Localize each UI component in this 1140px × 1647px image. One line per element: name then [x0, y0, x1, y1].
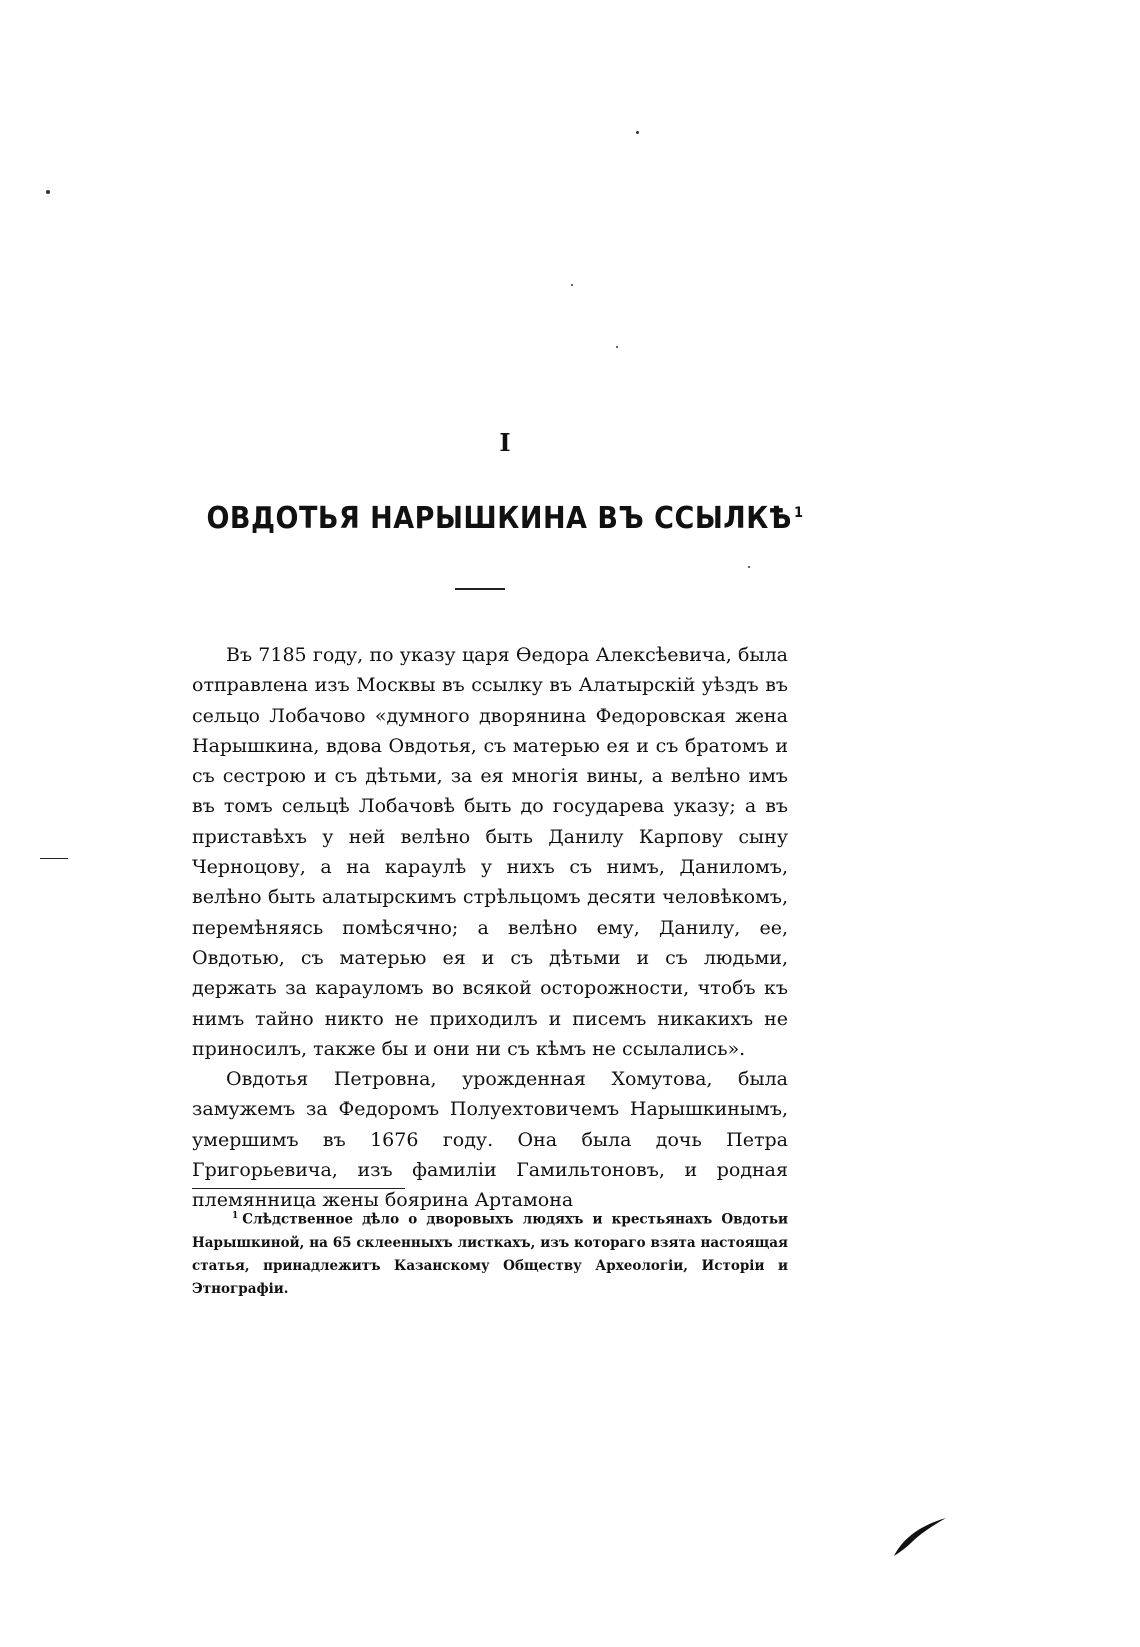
chapter-title-text: ОВДОТЬЯ НАРЫШКИНА ВЪ ССЫЛКѢ: [206, 501, 792, 536]
footnote-mark: 1: [232, 1211, 239, 1221]
print-speck: [571, 284, 573, 286]
print-speck: [46, 190, 50, 194]
footnote-reference: 1: [793, 504, 804, 522]
paragraph: Овдотья Петровна, урожденная Хомутова, была замужемъ за Федоромъ Полуехтовичемъ Нарышкинымъ, умершимъ въ 1676 году. Она была дочь Петра Григорьевича, изъ фамиліи Гамильтоновъ, и родная племянница жены боярина Артамона: [192, 1068, 788, 1212]
print-speck: [748, 566, 750, 568]
ink-flourish-icon: [892, 1510, 948, 1560]
print-speck: [616, 346, 618, 348]
margin-mark: [40, 858, 68, 859]
footnote-rule: [192, 1188, 405, 1189]
footnote: [192, 1205, 788, 1301]
footnote-text: Слѣдственное дѣло о дворовыхъ людяхъ и крестьянахъ Овдотьи Нарышкиной, на 65 склеенныхъ листкахъ, изъ котораго взята настоящая статья, принадлежитъ Казанскому Обществу Археологіи, Исторіи и Этнографіи.: [192, 1211, 788, 1297]
chapter-title: [0, 501, 1010, 536]
title-rule: [455, 588, 505, 590]
chapter-number: I: [499, 428, 511, 457]
paragraph: Въ 7185 году, по указу царя Ѳедора Алексѣевича, была отправлена изъ Москвы въ ссылку въ Алатырскій уѣздъ въ сельцо Лобачово «думного дворянина Федоровская жена Нарышкина, вдова Овдотья, съ матерью ея и съ братомъ и съ сестрою и съ дѣтьми, за ея многія вины, а велѣно имъ въ томъ сельцѣ Лобачовѣ быть до государева указу; а въ приставѣхъ у ней велѣно быть Данилу Карпову сыну Черноцову, а на караулѣ у нихъ съ нимъ, Даниломъ, велѣно быть алатырскимъ стрѣльцомъ десяти человѣкомъ, перемѣняясь помѣсячно; а велѣно ему, Данилу, ее, Овдотью, съ матерью ея и съ дѣтьми и съ людьми, держать за карауломъ во всякой осторожности, чтобъ къ нимъ тайно никто не приходилъ и писемъ никакихъ не приносилъ, также бы и они ни съ кѣмъ не ссылались».: [192, 644, 788, 1060]
print-speck: [636, 131, 639, 134]
body-text: [192, 640, 788, 1216]
